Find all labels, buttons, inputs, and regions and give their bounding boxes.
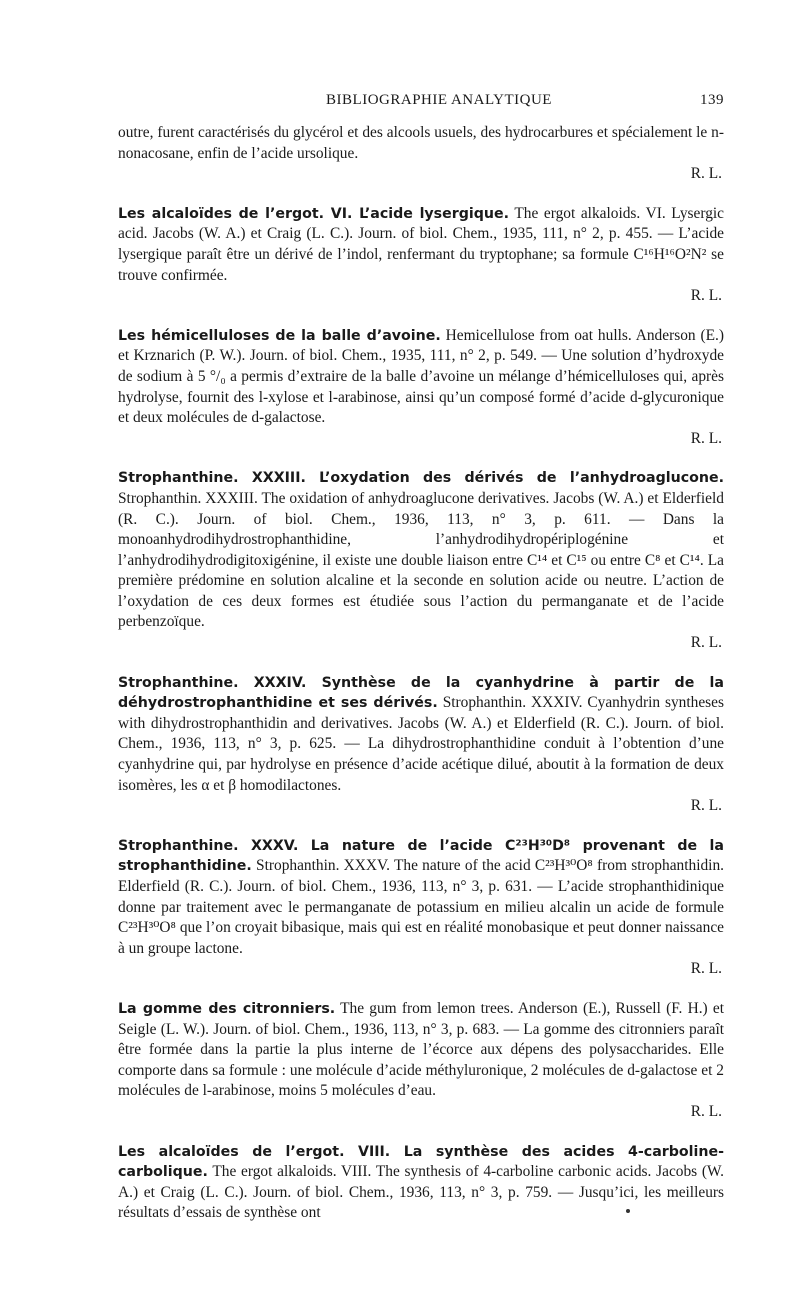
running-header (118, 92, 724, 109)
entry-title: Strophanthine. XXXIV. Synthèse de la cyanhydrine à partir de la déhydrostrophanthidine et ses dérivés. (118, 674, 724, 712)
entry-title: Les alcaloïdes de l’ergot. VIII. La synthèse des acides 4-carboline-carbolique. (118, 1143, 724, 1181)
signature: R. L. (690, 1102, 722, 1120)
print-speck (626, 1209, 630, 1213)
signature: R. L. (690, 634, 722, 652)
abstract-entry (118, 326, 724, 450)
abstract-entry (118, 1142, 724, 1224)
entry-body: The ergot alkaloids. VIII. The synthesis of 4-carboline carbonic acids. Jacobs (W. A.) et Craig (L. C.). Journ. of biol. Chem., 1936, 113, n° 3, p. 759. — Jusqu’ici, les meilleurs résultats d’essais de synthèse ont (118, 1163, 724, 1222)
abstract-entry (118, 468, 724, 653)
abstract-entry (118, 999, 724, 1123)
entry-body: Hemicellulose from oat hulls. Anderson (E.) et Krznarich (P. W.). Journ. of biol. Chem., 1935, 111, n° 2, p. 549. — Une solution d’hydroxyde de sodium à 5 °/₀ a permis d’extraire de la balle d’avoine un mélange d’hémicelluloses qui, après hydrolyse, fournit des l-xylose et l-arabinose, ainsi qu’un composé formé d’acide d-glycuronique et deux molécules de d-galactose. (118, 326, 724, 427)
continuation-paragraph (118, 123, 724, 185)
entry-body: Strophanthin. XXXV. The nature of the acid C²³H³⁰O⁸ from strophanthidin. Elderfield (R. C.). Journ. of biol. Chem., 1936, 113, n° 3, p. 631. — L’acide strophanthidinique donne par traitement avec le permanganate de potassium en milieu alcalin un acide de formule C²³H³⁰O⁸ que l’on croyait bibasique, mais qui est en réalité monobasique et peut donner naissance à un groupe lactone. (118, 857, 724, 957)
entry-title: Strophanthine. XXXV. La nature de l’acide C²³H³⁰D⁸ provenant de la strophanthidine. (118, 837, 724, 875)
entry-body: Strophanthin. XXXIV. Cyanhydrin syntheses with dihydrostrophanthidin and derivatives. Jacobs (W. A.) et Elderfield (R. C.). Journ. of biol. Chem., 1936, 113, n° 3, p. 625. — La dihydrostrophanthidine conduit à l’obtention d’une cyanhydrine qui, par hydrolyse en présence d’acide acétique dilué, aboutit à la formation de deux isomères, les α et β homodilactones. (118, 694, 724, 794)
header-title: BIBLIOGRAPHIE ANALYTIQUE (326, 92, 552, 108)
abstract-entry (118, 673, 724, 817)
entry-title: Les alcaloïdes de l’ergot. VI. L’acide lysergique. (118, 205, 510, 222)
entry-body: The gum from lemon trees. Anderson (E.), Russell (F. H.) et Seigle (L. W.). Journ. of biol. Chem., 1936, 113, n° 3, p. 683. — La gomme des citronniers paraît être formée dans la partie la plus interne de l’écorce aux dépens des polysaccharides. Elle comporte dans sa formule : une molécule d’acide méthyluronique, 2 molécules de d-galactose et 2 molécules de l-arabinose, moins 5 molécules d’eau. (118, 999, 724, 1100)
signature: R. L. (690, 960, 722, 978)
signature: R. L. (690, 797, 722, 815)
continuation-text: outre, furent caractérisés du glycérol et des alcools usuels, des hydrocarbures et spécialement le n-nonacosane, enfin de l’acide ursolique. (118, 124, 724, 162)
signature: R. L. (690, 429, 722, 447)
entry-body: Strophanthin. XXXIII. The oxidation of anhydroaglucone derivatives. Jacobs (W. A.) et Elderfield (R. C.). Journ. of biol. Chem., 1936, 113, n° 3, p. 611. — Dans la monoanhydrodihydrostrophanthidine, l’anhydrodihydropériplogénine et l’anhydrodihydrodigitoxigénine, il existe une double liaison entre C¹⁴ et C¹⁵ ou entre C⁸ et C¹⁴. La première prédomine en solution alcaline et la seconde en solution acide ou neutre. L’action de l’oxydation de ces deux formes est étudiée sous l’action du permanganate et de l’acide perbenzoïque. (118, 489, 724, 631)
entry-title: Les hémicelluloses de la balle d’avoine. (118, 327, 441, 344)
page-number: 139 (700, 92, 724, 108)
abstract-entry (118, 836, 724, 980)
signature: R. L. (690, 287, 722, 305)
entry-title: Strophanthine. XXXIII. L’oxydation des dérivés de l’anhydroaglucone. (118, 470, 724, 487)
signature: R. L. (690, 165, 722, 183)
entry-title: La gomme des citronniers. (118, 1000, 336, 1017)
entry-body: The ergot alkaloids. VI. Lysergic acid. Jacobs (W. A.) et Craig (L. C.). Journ. of biol. Chem., 1935, 111, n° 2, p. 455. — L’acide lysergique paraît être un dérivé de l’indol, renfermant du tryptophane; sa formule C¹⁶H¹⁶O²N² se trouve confirmée. (118, 204, 724, 284)
abstract-entry (118, 204, 724, 307)
document-page (118, 92, 724, 1224)
